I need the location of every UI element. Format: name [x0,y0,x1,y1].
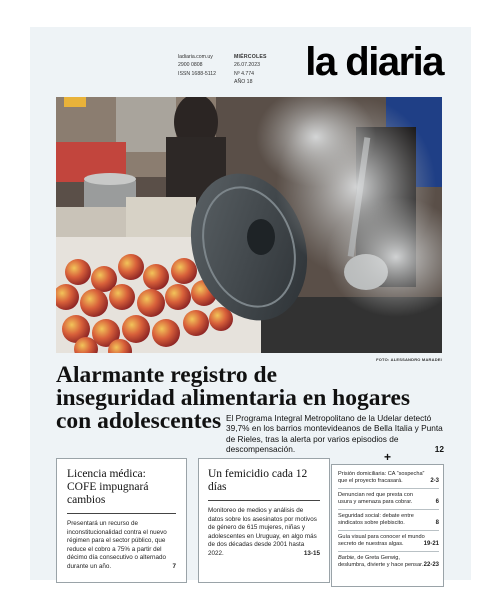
newspaper-front-page [30,27,471,580]
story-body [67,520,176,572]
index-column [331,452,444,587]
masthead-date [234,53,267,87]
lead-dek-text: El Programa Integral Metropolitano de la Udelar detectó 39,7% en los barrios montevideanos de Bella Italia y Punta de Rieles, tras la alerta por varios episodios de descompensación. [226,413,443,454]
issn: ISSN 1688-5112 [178,70,216,77]
weekday: MIÉRCOLES [234,54,267,60]
index-item-text: Seguridad social: debate entre sindicatos sobre plebiscito. [338,513,414,526]
story-box-licencia[interactable] [56,458,187,583]
phone: 2900 0808 [178,62,203,69]
index-item[interactable] [338,552,439,572]
index-item-text: Prisión domiciliaria: CA “sospecha” que el proyecto fracasará. [338,471,425,484]
story-body [208,507,320,559]
index-item-italic: Barbie [338,555,355,561]
year: AÑO 18 [234,79,253,86]
index-item[interactable] [338,468,439,489]
logo: la diaria [305,40,443,84]
site-url: ladiaria.com.uy [178,54,213,60]
index-item-page: 22-23 [423,562,439,568]
story-page-number: 7 [172,562,176,570]
index-item-text: Guía visual para conocer el mundo secreto de nuestras algas. [338,534,425,547]
story-body-text: Monitoreo de medios y análisis de datos sobre los asesinatos por motivos de género de 615 mujeres, niñas y adolescentes en Uruguay, en algo más de dos décadas desde 2001 hasta 2022. [208,507,317,557]
masthead [30,27,471,97]
index-item-page: 8 [435,520,439,526]
index-item-text: Denuncian red que presta con usura y amenaza para cobrar. [338,492,413,505]
story-page-number: 13-15 [303,549,320,557]
date: 26.07.2023 [234,62,260,69]
index-item-page: 6 [435,499,439,505]
headline-line-3: con adolescentes [56,408,222,434]
index-item-page: 19-21 [423,541,439,547]
lead-page-number: 12 [434,443,444,454]
lead-photo [56,97,442,353]
index-item-text: , de Greta Gerwig, deslumbra, divierte y hace pensar. [338,555,424,568]
photo-credit: FOTO: ALESSANDRO MARADEI [376,357,442,362]
story-title: Un femicidio cada 12 días [208,468,320,501]
index-item[interactable] [338,510,439,531]
index-list [331,464,444,587]
headline-line-2: inseguridad alimentaria en hogares [56,385,411,411]
headline-line-1: Alarmante registro de [56,362,278,388]
lead-dek [226,413,444,454]
index-item[interactable] [338,489,439,510]
index-item[interactable] [338,531,439,552]
lead-photo-image [56,97,442,353]
issue-number: Nº 4.774 [234,70,255,77]
masthead-contact [178,53,216,78]
story-body-text: Presentará un recurso de inconstitucionalidad contra el nuevo régimen para el sector público, que reduce el cobro a 75% a partir del décimo día consecutivo o alternado durante un año. [67,520,167,570]
plus-icon: + [383,450,391,464]
index-item-page: 2-3 [430,478,439,484]
story-box-femicidio[interactable] [198,458,330,583]
story-title: Licencia médica: COFE impugnará cambios [67,468,176,514]
